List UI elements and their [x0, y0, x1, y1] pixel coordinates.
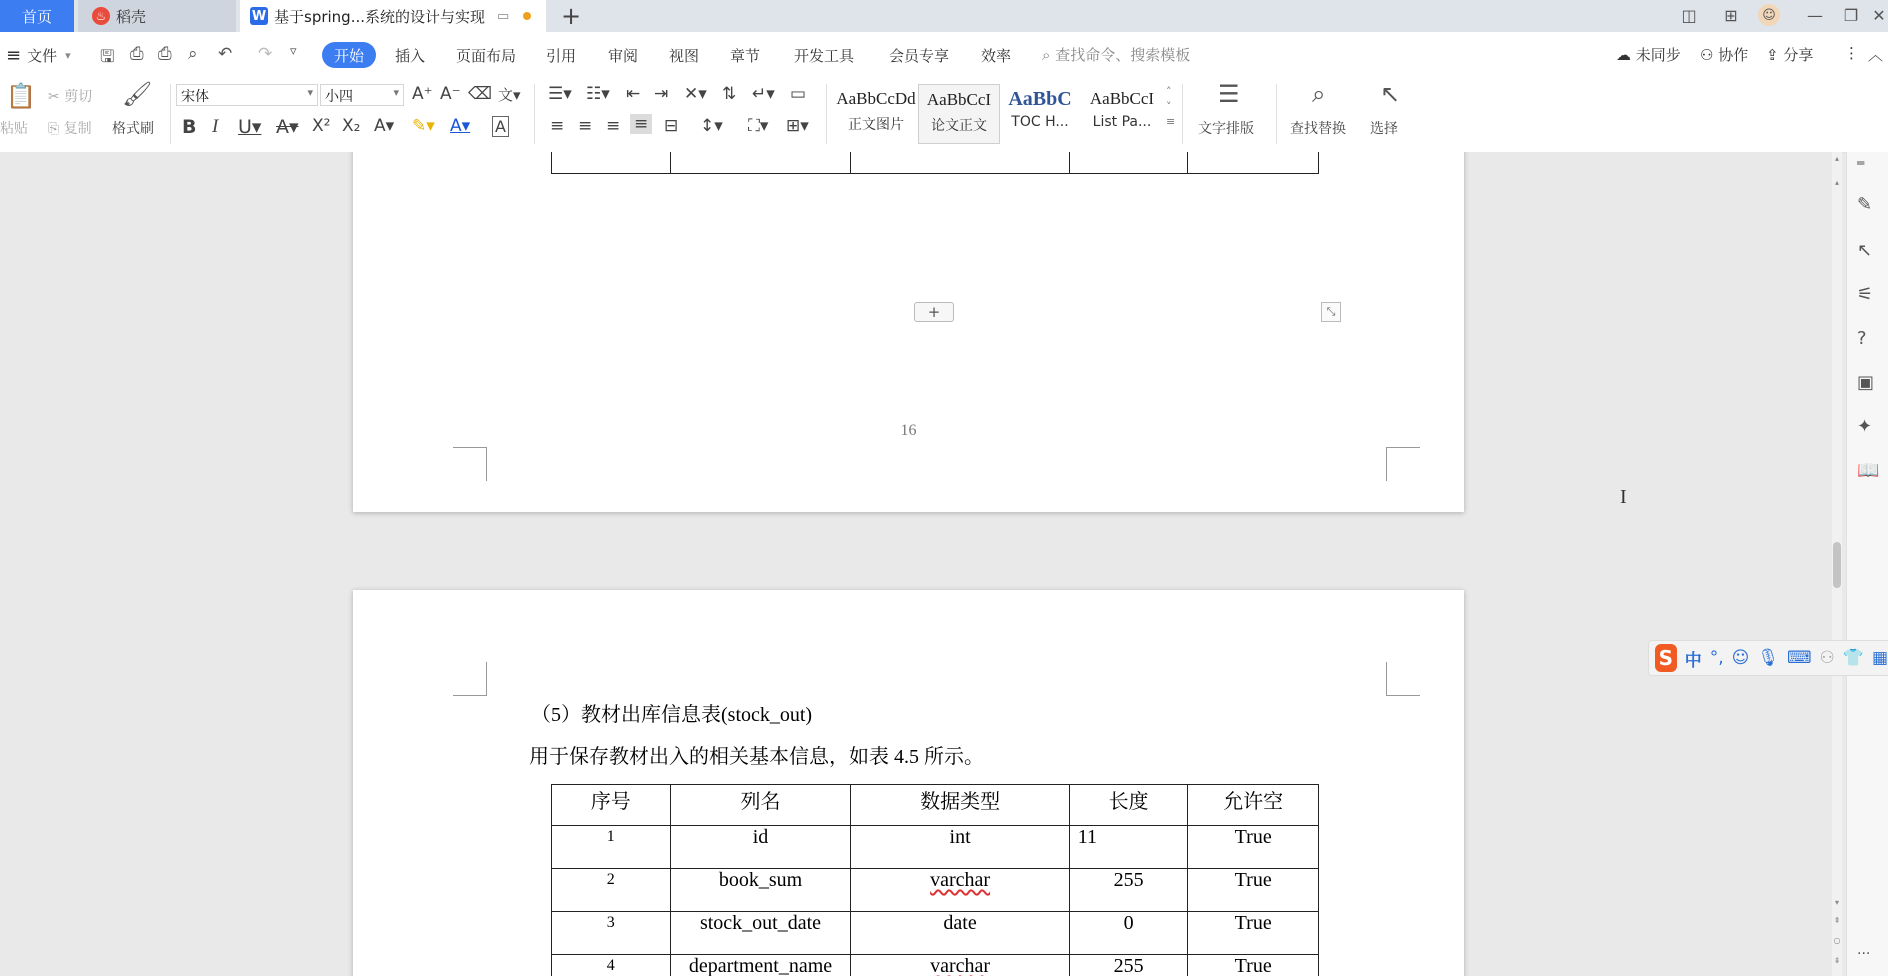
- styles-scroll-icon[interactable]: ˄ ˅ ≡: [1166, 85, 1176, 128]
- more-horizontal-icon[interactable]: ···: [1857, 946, 1871, 962]
- align-center-icon[interactable]: ≡: [578, 116, 593, 136]
- table-description: 用于保存教材出入的相关基本信息，如表 4.5 所示。: [529, 746, 984, 768]
- next-page-icon[interactable]: ⇟: [1833, 956, 1841, 965]
- char-border-icon[interactable]: A: [492, 116, 509, 137]
- tab-document[interactable]: [240, 0, 546, 32]
- table-cell[interactable]: book_sum: [670, 869, 851, 912]
- sort-icon[interactable]: ⇅: [722, 84, 737, 104]
- menu-tab-member[interactable]: 会员专享: [889, 46, 950, 65]
- table-header-row: [552, 785, 1319, 826]
- text-layout-button[interactable]: 文字排版: [1198, 121, 1254, 137]
- separator: [1276, 84, 1277, 144]
- tab-daoke-label: 稻壳: [116, 7, 147, 26]
- style-thesis-body[interactable]: [918, 84, 1000, 144]
- ime-logo-icon: S: [1655, 644, 1677, 672]
- column-header: 数据类型: [851, 785, 1069, 826]
- tab-document-label: 基于spring...系统的设计与实现: [274, 7, 486, 26]
- increase-indent-icon[interactable]: ⇥: [654, 84, 669, 104]
- highlight-icon[interactable]: ✎▾: [412, 116, 435, 136]
- cloud-icon: ☁: [1616, 46, 1631, 64]
- phonetic-guide-icon[interactable]: 文▾: [498, 86, 521, 104]
- ruler-icon[interactable]: ▭: [790, 84, 807, 104]
- tab-home[interactable]: [0, 0, 74, 32]
- table-cell[interactable]: True: [1188, 955, 1319, 976]
- print-preview-icon[interactable]: ⌕: [188, 44, 198, 64]
- share-button[interactable]: [1766, 44, 1813, 65]
- minimize-button[interactable]: —: [1807, 5, 1823, 25]
- bullet-list-icon[interactable]: ☰▾: [548, 84, 572, 104]
- menu-tab-insert[interactable]: 插入: [395, 46, 426, 65]
- menu-tab-chapter[interactable]: 章节: [730, 46, 761, 65]
- table-cell[interactable]: [851, 869, 1069, 912]
- side-panel: [1846, 152, 1888, 976]
- table-cell[interactable]: 255: [1069, 869, 1188, 912]
- chinese-layout-icon[interactable]: ✕▾: [684, 84, 707, 104]
- margin-corner-mark: [453, 662, 487, 696]
- scroll-top-icon[interactable]: ▴: [1834, 154, 1839, 163]
- page: [353, 152, 1464, 512]
- microphone-icon[interactable]: 🎙: [1757, 648, 1779, 668]
- separator: [826, 84, 827, 144]
- text-effect-icon[interactable]: A▾: [374, 116, 395, 136]
- text-layout-icon[interactable]: ☰: [1218, 80, 1240, 108]
- person-icon: ⚇: [1700, 46, 1714, 64]
- table-cell[interactable]: True: [1188, 869, 1319, 912]
- numbered-list-icon[interactable]: ☷▾: [586, 84, 610, 104]
- layout-icon[interactable]: ◫: [1681, 5, 1697, 25]
- paste-button[interactable]: 粘贴: [0, 121, 28, 137]
- shading-icon[interactable]: ⛶▾: [748, 116, 769, 136]
- style-name: 正文图片: [848, 117, 904, 133]
- user-avatar-icon[interactable]: ☺: [1758, 4, 1780, 26]
- show-marks-icon[interactable]: ↵▾: [752, 84, 775, 104]
- clear-format-icon[interactable]: ⌫: [468, 84, 493, 104]
- decrease-indent-icon[interactable]: ⇤: [626, 84, 641, 104]
- help-icon[interactable]: ?: [1857, 328, 1867, 349]
- column-header: 允许空: [1188, 785, 1319, 826]
- copy-label: 复制: [63, 121, 92, 137]
- margin-corner-mark: [1386, 662, 1420, 696]
- close-button[interactable]: ✕: [1872, 5, 1886, 25]
- collapse-ribbon-icon[interactable]: ︿: [1868, 46, 1884, 64]
- collab-label: 协作: [1718, 46, 1749, 64]
- copy-icon: ⎘: [48, 121, 60, 137]
- table-cell[interactable]: id: [670, 826, 851, 869]
- copy-button[interactable]: [48, 118, 92, 138]
- table-cell[interactable]: 0: [1069, 912, 1188, 955]
- subscript-icon[interactable]: X₂: [342, 116, 361, 136]
- ribbon: [0, 78, 1888, 153]
- share-label: 分享: [1783, 46, 1814, 64]
- style-toc-heading[interactable]: [1000, 84, 1080, 142]
- format-painter-button[interactable]: 格式刷: [112, 121, 154, 137]
- hamburger-icon: ≡: [6, 44, 22, 66]
- style-sample: AaBbCcDd: [836, 89, 916, 108]
- file-menu-label: 文件: [27, 46, 58, 65]
- font-color-icon[interactable]: A▾: [450, 116, 471, 136]
- sync-status[interactable]: [1616, 44, 1681, 65]
- scroll-up-icon[interactable]: ▴: [1834, 178, 1839, 187]
- toolbox-icon[interactable]: ▦: [1871, 648, 1888, 668]
- punctuation-icon[interactable]: °,: [1709, 648, 1724, 668]
- document-canvas[interactable]: [0, 152, 1838, 976]
- scissors-icon: ✂: [48, 89, 60, 105]
- paste-icon[interactable]: 📋: [6, 82, 36, 110]
- table-cell[interactable]: [851, 955, 1069, 976]
- menu-tab-references[interactable]: 引用: [546, 46, 577, 65]
- section-title: （5）教材出库信息表(stock_out): [531, 704, 813, 726]
- vertical-scrollbar[interactable]: [1832, 152, 1842, 976]
- menu-tab-dev-tools[interactable]: 开发工具: [794, 46, 855, 65]
- menu-tab-view[interactable]: 视图: [669, 46, 700, 65]
- table-cell[interactable]: True: [1188, 826, 1319, 869]
- table-cell[interactable]: stock_out_date: [670, 912, 851, 955]
- prev-page-icon[interactable]: ⇞: [1833, 916, 1841, 925]
- table-cell[interactable]: date: [851, 912, 1069, 955]
- ime-toolbar[interactable]: [1648, 640, 1888, 676]
- column-header: 长度: [1069, 785, 1188, 826]
- font-size-select[interactable]: 小四 ▾: [320, 84, 404, 106]
- image-tool-icon[interactable]: ▣: [1857, 372, 1875, 393]
- skin-icon[interactable]: 👕: [1842, 648, 1864, 668]
- cut-label: 剪切: [64, 89, 93, 105]
- sliders-icon[interactable]: ⚟: [1857, 284, 1874, 305]
- margin-corner-mark: [1386, 447, 1420, 481]
- separator: [534, 84, 535, 144]
- previous-table-tail: [551, 152, 1319, 174]
- style-name: TOC H...: [1011, 114, 1069, 130]
- margin-corner-mark: [453, 447, 487, 481]
- ime-mode-toggle[interactable]: 中: [1684, 650, 1702, 671]
- menu-tab-page-layout[interactable]: 页面布局: [456, 46, 517, 65]
- quick-access-more-icon[interactable]: ▿: [290, 44, 297, 59]
- style-sample: AaBbC: [1008, 88, 1072, 110]
- new-tab-button[interactable]: +: [560, 2, 582, 30]
- tab-daoke[interactable]: [78, 0, 236, 32]
- command-search[interactable]: [1042, 44, 1190, 65]
- cut-button[interactable]: [48, 86, 92, 106]
- superscript-icon[interactable]: X²: [312, 116, 331, 136]
- italic-icon[interactable]: I: [212, 116, 219, 137]
- file-menu[interactable]: [6, 42, 71, 68]
- column-header: 列名: [670, 785, 851, 826]
- align-right-icon[interactable]: ≡: [606, 116, 621, 136]
- style-name: List Pa...: [1092, 114, 1152, 130]
- borders-icon[interactable]: ⊞▾: [786, 116, 809, 136]
- style-sample: AaBbCcI: [1089, 89, 1155, 108]
- table-row: [552, 826, 1319, 869]
- table-cell[interactable]: 1: [552, 826, 671, 869]
- table-cell[interactable]: department_name: [670, 955, 851, 976]
- pen-icon[interactable]: ✎: [1857, 194, 1873, 215]
- table-row: [552, 912, 1319, 955]
- book-search-icon[interactable]: 📖: [1857, 460, 1880, 481]
- chevron-down-icon: ▾: [65, 48, 71, 62]
- table-row: [552, 869, 1319, 912]
- save-icon[interactable]: 🖫: [100, 47, 115, 67]
- unsaved-dot-icon: [523, 12, 531, 20]
- menu-tab-start[interactable]: 开始: [322, 42, 376, 68]
- stock-out-table[interactable]: [551, 784, 1319, 976]
- justify-icon[interactable]: ≡: [630, 114, 652, 134]
- table-cell[interactable]: 255: [1069, 955, 1188, 976]
- brush-icon[interactable]: 🖌: [122, 80, 153, 108]
- style-normal-image[interactable]: [836, 84, 916, 142]
- command-search-placeholder: 查找命令、搜索模板: [1055, 46, 1191, 64]
- keyboard-icon[interactable]: ⌨: [1786, 648, 1812, 668]
- ai-spark-icon[interactable]: ✦: [1857, 416, 1873, 437]
- underline-icon[interactable]: U▾: [238, 116, 262, 138]
- bold-icon[interactable]: B: [182, 116, 197, 138]
- magnifier-icon[interactable]: ⌕: [1312, 80, 1326, 108]
- strikethrough-icon[interactable]: A▾: [276, 116, 299, 138]
- shrink-font-icon[interactable]: A⁻: [440, 84, 461, 104]
- table-cell[interactable]: 3: [552, 912, 671, 955]
- menu-tab-efficiency[interactable]: 效率: [981, 46, 1012, 65]
- select-button[interactable]: 选择: [1370, 121, 1398, 137]
- cell-text: varchar: [930, 955, 991, 976]
- cursor-select-icon[interactable]: ↖: [1380, 80, 1401, 108]
- export-pdf-icon[interactable]: ⎙: [130, 44, 144, 64]
- search-icon: ⌕: [1042, 46, 1051, 64]
- undo-icon[interactable]: ↶: [218, 44, 233, 64]
- menu-bar: [0, 32, 1888, 78]
- mouse-ibeam-cursor-icon: I: [1620, 486, 1627, 508]
- pointer-icon[interactable]: ↖: [1857, 240, 1873, 261]
- separator: [1182, 84, 1183, 144]
- grid-apps-icon[interactable]: ⊞: [1724, 5, 1738, 25]
- separator: [170, 84, 171, 144]
- emoji-icon[interactable]: ☺: [1731, 648, 1750, 668]
- user-icon[interactable]: ⚇: [1819, 648, 1835, 668]
- collab-button[interactable]: [1700, 44, 1748, 65]
- panel-handle-icon[interactable]: ═: [1857, 156, 1865, 170]
- select-browse-object-icon[interactable]: ○: [1833, 936, 1841, 945]
- page: [353, 590, 1464, 976]
- share-icon: ⇪: [1766, 46, 1779, 64]
- page-number: 16: [900, 422, 917, 439]
- column-header: 序号: [552, 785, 671, 826]
- table-row: [552, 955, 1319, 976]
- find-replace-button[interactable]: 查找替换: [1290, 121, 1346, 137]
- writer-logo-icon: W: [251, 8, 267, 24]
- table-cell[interactable]: 11: [1069, 826, 1188, 869]
- tab-home-label: 首页: [21, 7, 52, 26]
- more-vertical-icon[interactable]: ⋮: [1844, 44, 1859, 62]
- style-name: 论文正文: [931, 118, 987, 134]
- scroll-down-icon[interactable]: ▾: [1834, 898, 1839, 907]
- cell-text: varchar: [930, 869, 991, 891]
- style-sample: AaBbCcI: [926, 90, 992, 109]
- add-table-row-button[interactable]: +: [914, 302, 954, 322]
- align-left-icon[interactable]: ≡: [550, 116, 565, 136]
- sync-label: 未同步: [1635, 46, 1681, 64]
- table-cell[interactable]: True: [1188, 912, 1319, 955]
- menu-tab-review[interactable]: 审阅: [608, 46, 639, 65]
- font-name-select[interactable]: 宋体 ▾: [176, 84, 318, 106]
- scrollbar-thumb[interactable]: [1833, 542, 1841, 588]
- tab-bar: [0, 0, 1888, 32]
- style-list-paragraph[interactable]: [1082, 84, 1162, 142]
- table-cell[interactable]: int: [851, 826, 1069, 869]
- redo-icon[interactable]: ↷: [258, 44, 273, 64]
- monitor-icon[interactable]: ▭: [497, 8, 510, 24]
- table-cell[interactable]: 4: [552, 955, 671, 976]
- table-resize-handle[interactable]: ⤡: [1321, 302, 1341, 322]
- daoke-logo-icon: ♨: [92, 7, 110, 25]
- line-spacing-icon[interactable]: ↕▾: [700, 116, 723, 136]
- restore-button[interactable]: ❐: [1843, 5, 1859, 25]
- print-icon[interactable]: ⎙: [158, 44, 172, 64]
- grow-font-icon[interactable]: A⁺: [412, 84, 433, 104]
- distribute-icon[interactable]: ⊟: [664, 116, 679, 136]
- table-cell[interactable]: 2: [552, 869, 671, 912]
